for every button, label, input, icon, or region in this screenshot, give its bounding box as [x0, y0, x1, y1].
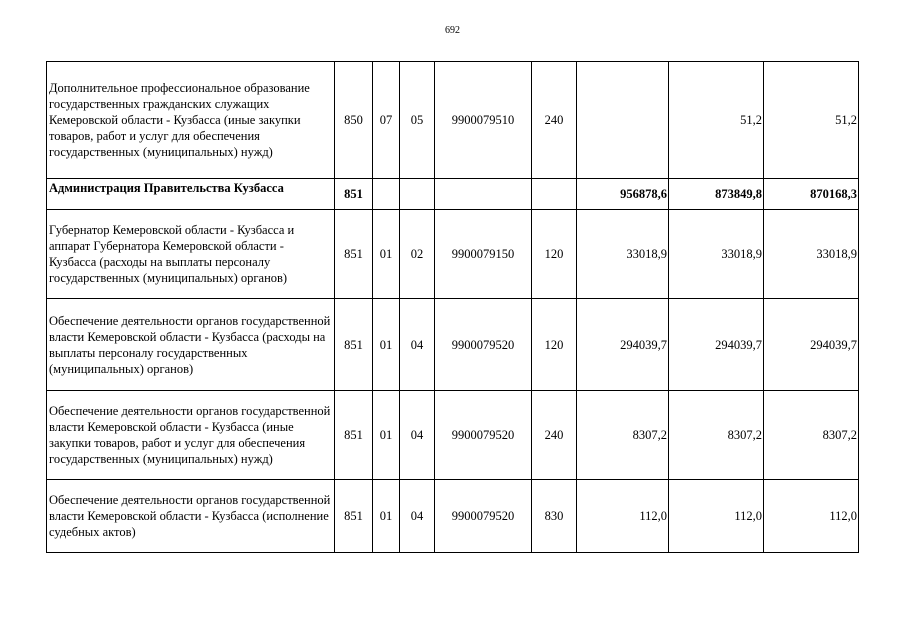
- amount-year3-cell: 870168,3: [764, 179, 859, 210]
- department-code-cell: 850: [335, 62, 373, 179]
- row-name-cell: Губернатор Кемеровской области - Кузбасса и аппарат Губернатора Кемеровской области - Кузбасса (расходы на выплаты персоналу государственных (муниципальных) органов): [47, 210, 335, 299]
- subsection-code-cell: 05: [400, 62, 435, 179]
- target-article-code-cell: 9900079520: [435, 480, 532, 553]
- expense-type-code-cell: 830: [532, 480, 577, 553]
- amount-year2-cell: 112,0: [669, 480, 764, 553]
- target-article-code-cell: 9900079150: [435, 210, 532, 299]
- row-name-cell: Обеспечение деятельности органов государственной власти Кемеровской области - Кузбасса (расходы на выплаты персоналу государственных (муниципальных) органов): [47, 299, 335, 391]
- expense-type-code-cell: [532, 179, 577, 210]
- section-code-cell: [373, 179, 400, 210]
- section-code-cell: 01: [373, 299, 400, 391]
- department-code-cell: 851: [335, 299, 373, 391]
- row-name-cell: Обеспечение деятельности органов государственной власти Кемеровской области - Кузбасса (иные закупки товаров, работ и услуг для обеспечения государственных (муниципальных) нужд): [47, 391, 335, 480]
- section-code-cell: 01: [373, 480, 400, 553]
- amount-year1-cell: 33018,9: [577, 210, 669, 299]
- table-row: [47, 480, 859, 553]
- target-article-code-cell: 9900079510: [435, 62, 532, 179]
- amount-year3-cell: 8307,2: [764, 391, 859, 480]
- amount-year3-cell: 294039,7: [764, 299, 859, 391]
- amount-year2-cell: 8307,2: [669, 391, 764, 480]
- amount-year1-cell: [577, 62, 669, 179]
- amount-year3-cell: 33018,9: [764, 210, 859, 299]
- amount-year2-cell: 51,2: [669, 62, 764, 179]
- table-row: [47, 391, 859, 480]
- row-name-cell: Администрация Правительства Кузбасса: [47, 179, 335, 210]
- amount-year1-cell: 112,0: [577, 480, 669, 553]
- subsection-code-cell: 04: [400, 480, 435, 553]
- table-body: [47, 62, 859, 553]
- section-code-cell: 01: [373, 210, 400, 299]
- subsection-code-cell: 04: [400, 299, 435, 391]
- table-row: [47, 179, 859, 210]
- department-code-cell: 851: [335, 391, 373, 480]
- section-code-cell: 01: [373, 391, 400, 480]
- amount-year2-cell: 873849,8: [669, 179, 764, 210]
- target-article-code-cell: 9900079520: [435, 299, 532, 391]
- department-code-cell: 851: [335, 480, 373, 553]
- expense-type-code-cell: 120: [532, 299, 577, 391]
- amount-year1-cell: 8307,2: [577, 391, 669, 480]
- budget-table: [46, 61, 859, 553]
- table-row: [47, 62, 859, 179]
- amount-year2-cell: 33018,9: [669, 210, 764, 299]
- amount-year3-cell: 51,2: [764, 62, 859, 179]
- table-row: [47, 210, 859, 299]
- row-name-cell: Обеспечение деятельности органов государственной власти Кемеровской области - Кузбасса (исполнение судебных актов): [47, 480, 335, 553]
- section-code-cell: 07: [373, 62, 400, 179]
- subsection-code-cell: 02: [400, 210, 435, 299]
- amount-year2-cell: 294039,7: [669, 299, 764, 391]
- department-code-cell: 851: [335, 210, 373, 299]
- target-article-code-cell: [435, 179, 532, 210]
- subsection-code-cell: [400, 179, 435, 210]
- table-row: [47, 299, 859, 391]
- row-name-cell: Дополнительное профессиональное образование государственных гражданских служащих Кемеровской области - Кузбасса (иные закупки товаров, работ и услуг для обеспечения государственных (муниципальных) нужд): [47, 62, 335, 179]
- amount-year1-cell: 956878,6: [577, 179, 669, 210]
- department-code-cell: 851: [335, 179, 373, 210]
- amount-year3-cell: 112,0: [764, 480, 859, 553]
- expense-type-code-cell: 240: [532, 62, 577, 179]
- amount-year1-cell: 294039,7: [577, 299, 669, 391]
- page-number: 692: [445, 25, 460, 36]
- expense-type-code-cell: 120: [532, 210, 577, 299]
- target-article-code-cell: 9900079520: [435, 391, 532, 480]
- subsection-code-cell: 04: [400, 391, 435, 480]
- expense-type-code-cell: 240: [532, 391, 577, 480]
